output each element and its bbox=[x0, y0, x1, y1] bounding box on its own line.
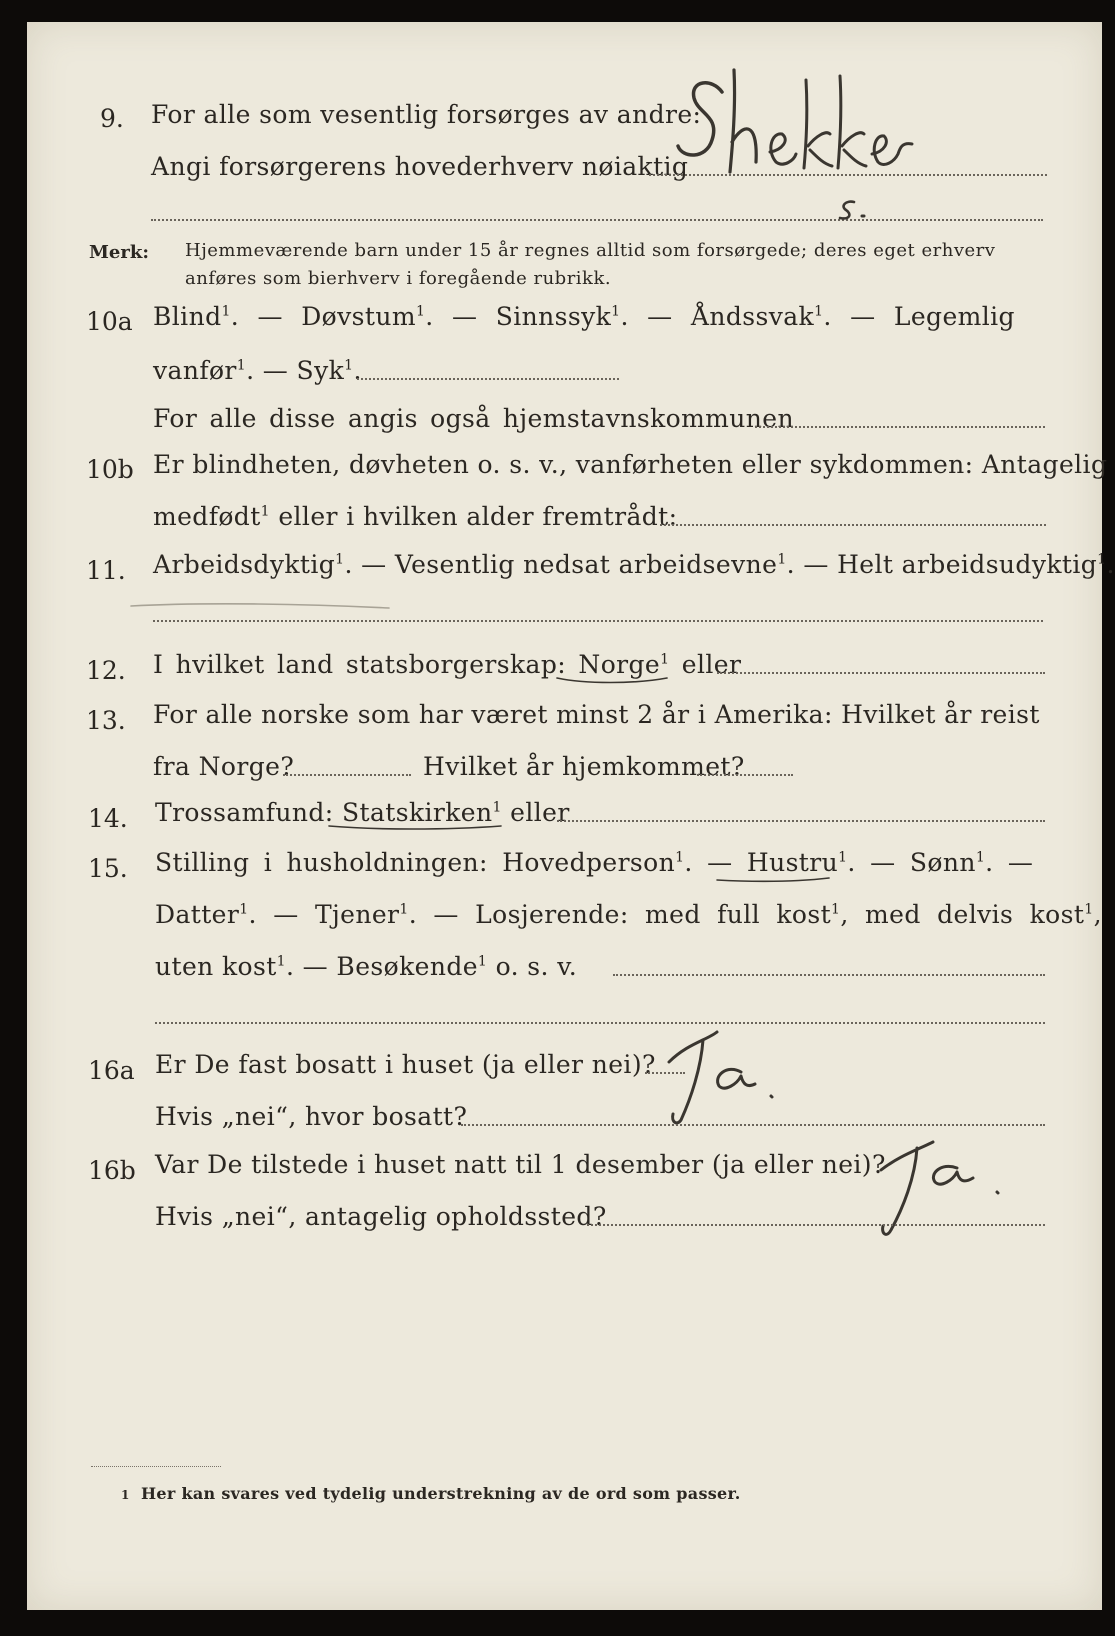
q10a-answer-line[interactable] bbox=[357, 378, 619, 380]
q16b-opholdssted-line[interactable] bbox=[587, 1224, 1045, 1226]
q16b-line1: Var De tilstede i huset natt til 1 desember (ja eller nei)? bbox=[155, 1150, 886, 1179]
q10b-line1: Er blindheten, døvheten o. s. v., vanførheten eller sykdommen: Antagelig bbox=[153, 450, 1108, 479]
q13-line1: For alle norske som har været minst 2 år i Amerika: Hvilket år reist bbox=[153, 700, 1040, 729]
q15-line1: Stilling i husholdningen: Hovedperson$^1$. — Hustru$^1$. — Sønn$^1$. — bbox=[155, 848, 1034, 877]
merk-line1: Hjemmeværende barn under 15 år regnes alltid som forsørgede; deres eget erhverv bbox=[185, 240, 996, 261]
q14-number: 14. bbox=[88, 804, 128, 833]
q13-line2a: fra Norge? bbox=[153, 752, 295, 781]
q16a-line1: Er De fast bosatt i huset (ja eller nei)? bbox=[155, 1050, 656, 1079]
q9-extra-line bbox=[151, 219, 1043, 221]
q10a-line3: For alle disse angis også hjemstavnskommunen bbox=[153, 404, 794, 433]
q9-handwritten-answer bbox=[672, 50, 922, 180]
merk-line2: anføres som bierhverv i foregående rubrikk. bbox=[185, 268, 612, 289]
q16b-number: 16b bbox=[88, 1156, 136, 1185]
census-form-page bbox=[27, 22, 1115, 1610]
q16a-handwritten-answer bbox=[657, 1018, 777, 1128]
q12-number: 12. bbox=[86, 656, 126, 685]
q10a-hjemstavn-line[interactable] bbox=[755, 426, 1045, 428]
q16a-number: 16a bbox=[88, 1056, 135, 1085]
q15-answer-line[interactable] bbox=[613, 974, 1045, 976]
footnote-text: Her kan svares ved tydelig understrekning av de ord som passer. bbox=[141, 1484, 741, 1503]
q16b-handwritten-answer bbox=[871, 1134, 1011, 1244]
q16a-line2: Hvis „nei“, hvor bosatt? bbox=[155, 1102, 468, 1131]
q12-line: I hvilket land statsborgerskap: Norge$^1$ eller bbox=[153, 650, 742, 679]
q15-line2: Datter$^1$. — Tjener$^1$. — Losjerende: med full kost$^1$, med delvis kost$^1$, bbox=[155, 900, 1102, 929]
q16a-bosatt-line[interactable] bbox=[461, 1124, 1045, 1126]
q13-hjemkommet-line[interactable] bbox=[697, 774, 793, 776]
q15-number: 15. bbox=[88, 854, 128, 883]
q14-line: Trossamfund: Statskirken$^1$ eller bbox=[155, 798, 570, 827]
q11-extra-line bbox=[153, 620, 1043, 622]
q12-answer-line[interactable] bbox=[717, 672, 1045, 674]
q11-number: 11. bbox=[86, 556, 126, 585]
q12-underline-norge bbox=[555, 674, 675, 686]
q10a-number: 10a bbox=[86, 307, 133, 336]
q15-extra-line bbox=[155, 1022, 1045, 1024]
q10b-number: 10b bbox=[86, 455, 134, 484]
q9-handwritten-mark bbox=[832, 198, 872, 224]
q13-number: 13. bbox=[86, 706, 126, 735]
q10a-line2: vanfør$^1$. — Syk$^1$. bbox=[153, 356, 362, 385]
footnote-rule bbox=[91, 1466, 221, 1467]
merk-label: Merk: bbox=[89, 242, 149, 263]
footnote-marker: 1 bbox=[121, 1488, 130, 1502]
q9-number: 9. bbox=[100, 104, 124, 133]
q10a-line1: Blind$^1$. — Døvstum$^1$. — Sinnssyk$^1$. — Åndssvak$^1$. — Legemlig bbox=[153, 302, 1015, 331]
q9-line1: For alle som vesentlig forsørges av andre: bbox=[151, 100, 702, 129]
q13-reist-line[interactable] bbox=[283, 774, 411, 776]
q15-line3: uten kost$^1$. — Besøkende$^1$ o. s. v. bbox=[155, 952, 578, 981]
q9-line2: Angi forsørgerens hovederhverv nøiaktig bbox=[151, 152, 689, 181]
q11-pencil-mark bbox=[127, 600, 397, 612]
q14-answer-line[interactable] bbox=[557, 820, 1045, 822]
q16b-line2: Hvis „nei“, antagelig opholdssted? bbox=[155, 1202, 607, 1231]
q15-underline-hustru bbox=[715, 874, 835, 886]
q13-line2b: Hvilket år hjemkommet? bbox=[423, 752, 745, 781]
q10b-line2: medfødt$^1$ eller i hvilken alder fremtrådt: bbox=[153, 502, 678, 531]
q11-line: Arbeidsdyktig$^1$. — Vesentlig nedsat arbeidsevne$^1$. — Helt arbeidsudyktig$^1$. bbox=[153, 550, 1115, 579]
q14-underline-statskirken bbox=[327, 820, 507, 832]
q10b-answer-line[interactable] bbox=[660, 524, 1046, 526]
